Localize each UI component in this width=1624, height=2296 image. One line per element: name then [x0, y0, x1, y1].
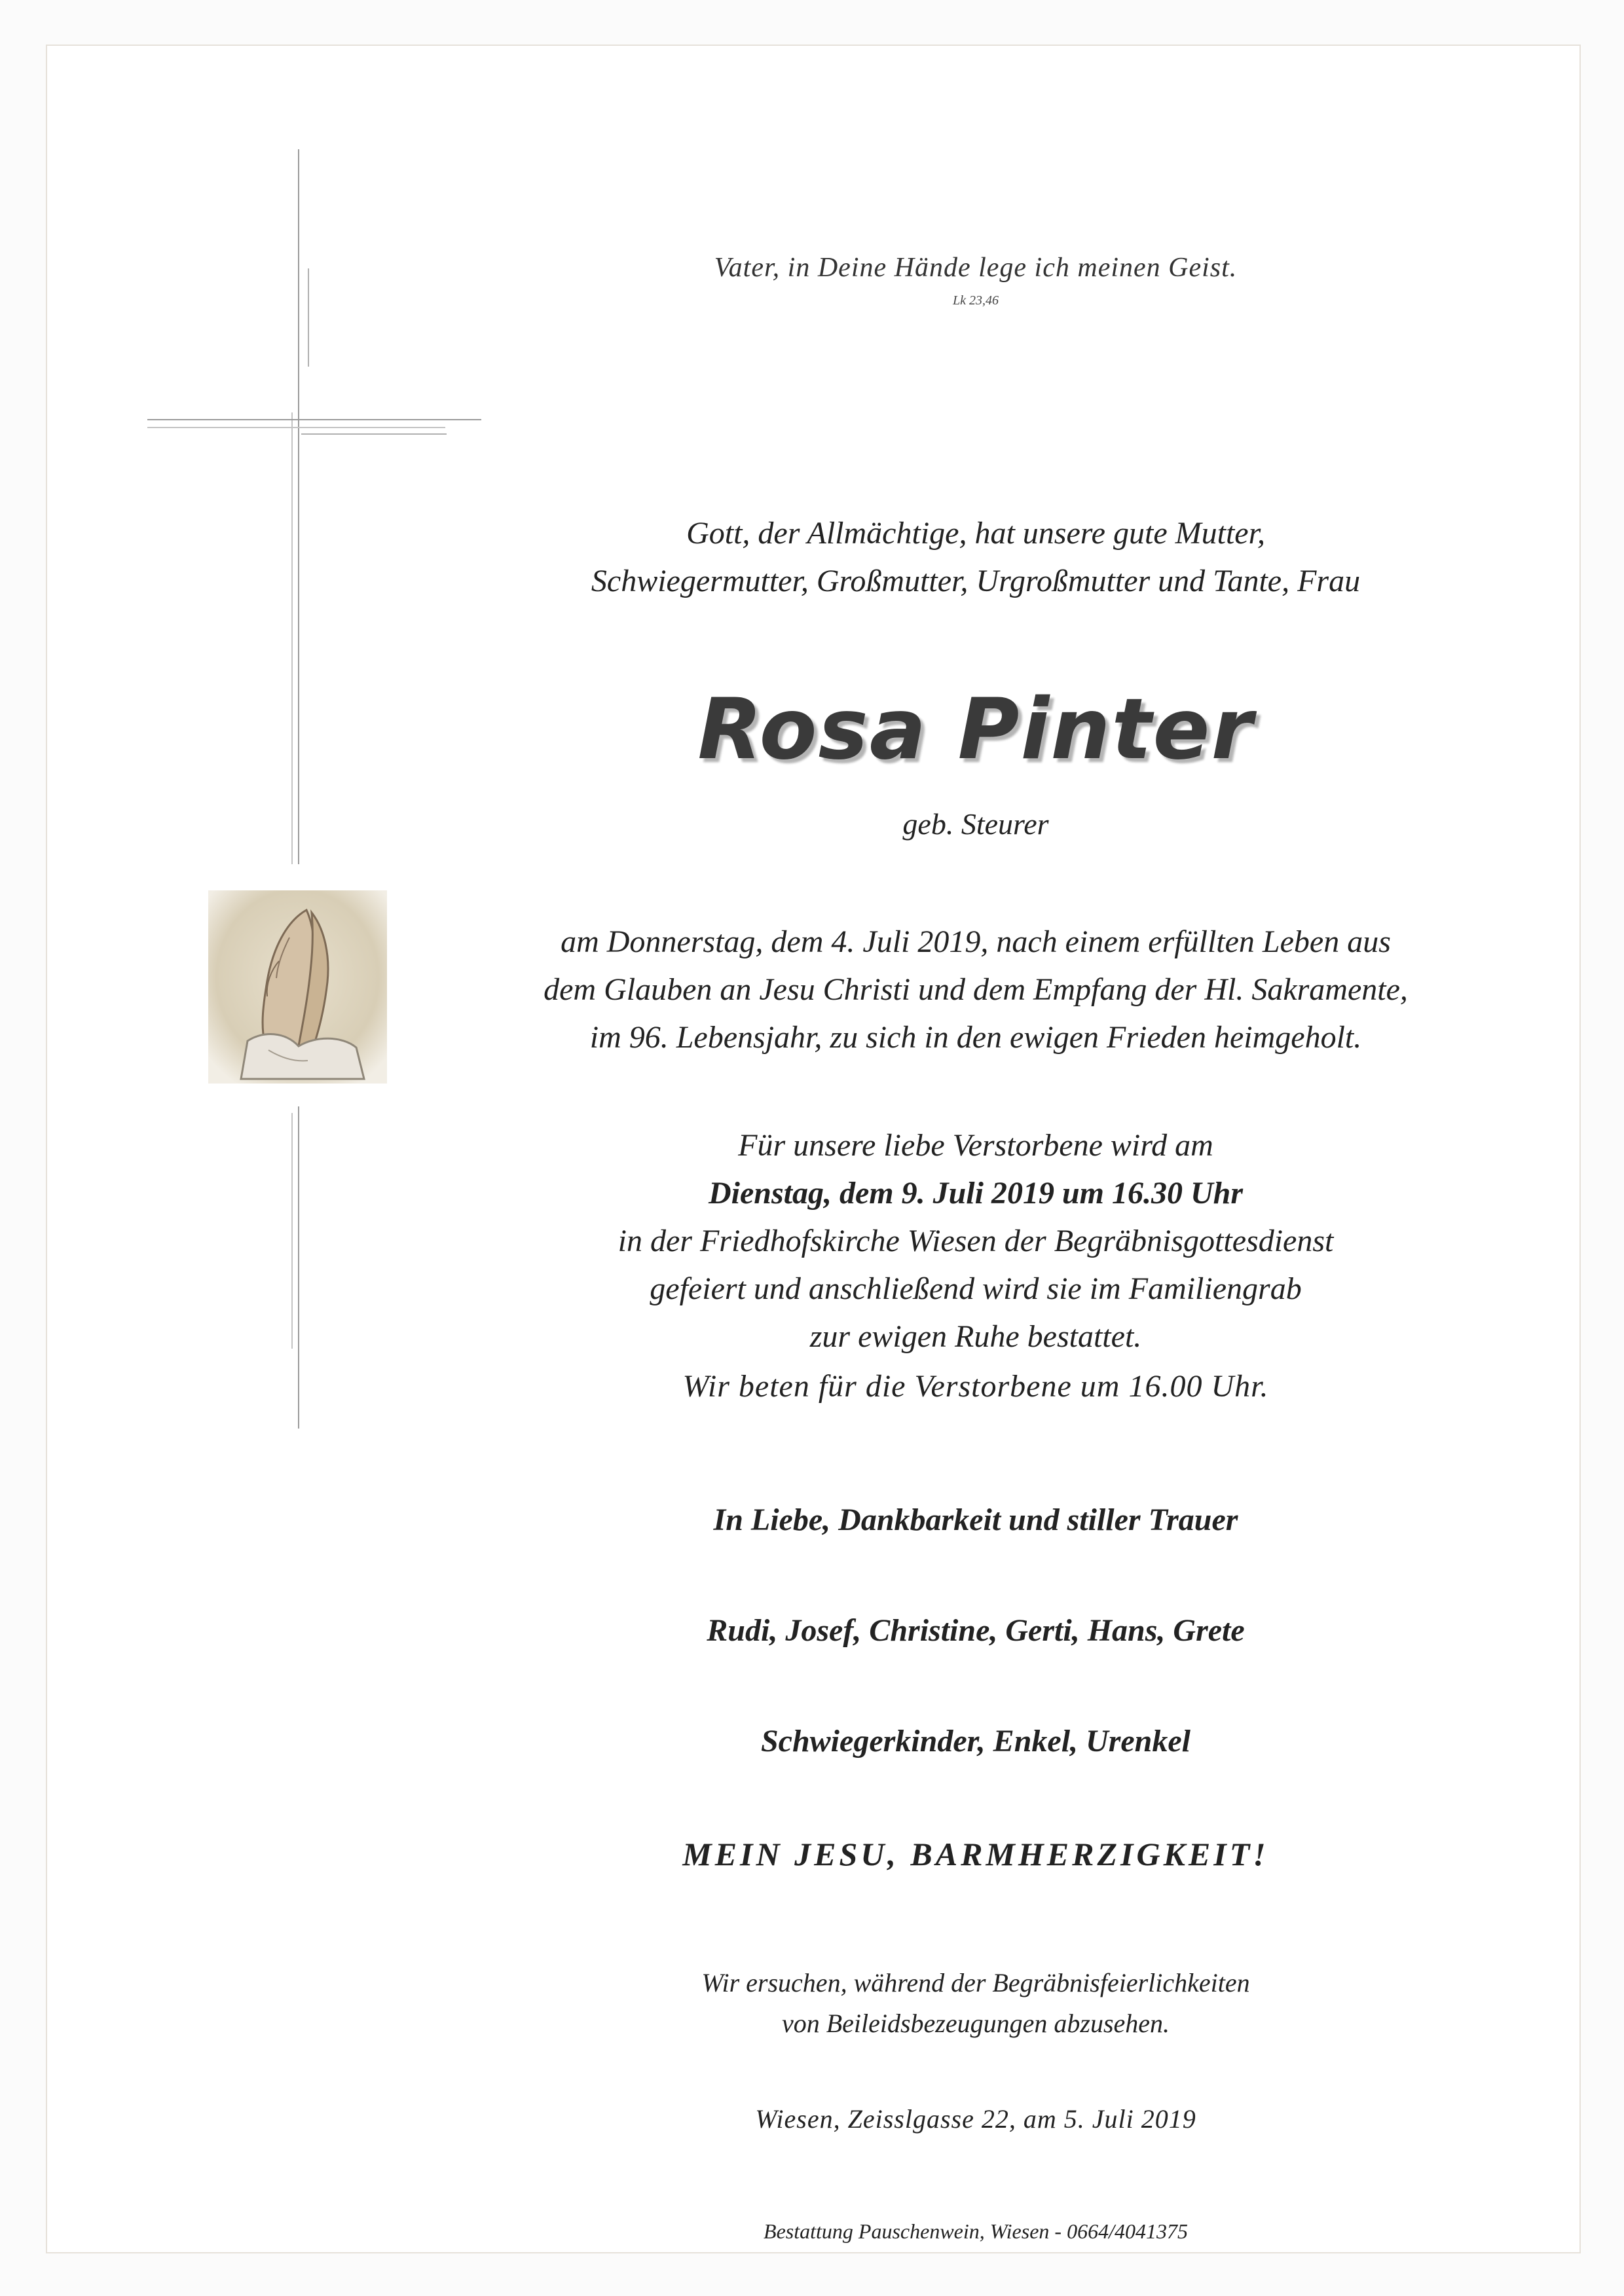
condolence-request	[458, 1963, 1493, 2044]
praying-hands-icon	[208, 890, 387, 1084]
funeral-line: in der Friedhofskirche Wiesen der Begräbnisgottesdienst	[618, 1224, 1334, 1258]
closing-phrase: In Liebe, Dankbarkeit und stiller Trauer	[713, 1503, 1238, 1537]
funeral-line: zur ewigen Ruhe bestattet.	[809, 1319, 1142, 1354]
prayer-notice: Wir beten für die Verstorbene um 16.00 Uhr.	[682, 1369, 1269, 1404]
bible-verse: Vater, in Deine Hände lege ich meinen Geist.	[714, 253, 1238, 283]
deceased-name: Rosa Pinter	[697, 681, 1254, 778]
place-and-date: Wiesen, Zeisslgasse 22, am 5. Juli 2019	[755, 2104, 1196, 2134]
intro-line: Schwiegermutter, Großmutter, Urgroßmutter und Tante, Frau	[591, 564, 1361, 598]
funeral-details	[458, 1121, 1493, 1360]
death-notice-line: dem Glauben an Jesu Christi und dem Empfang der Hl. Sakramente,	[544, 972, 1408, 1007]
funeral-line: gefeiert und anschließend wird sie im Familiengrab	[650, 1271, 1302, 1306]
death-notice-line: am Donnerstag, dem 4. Juli 2019, nach einem erfüllten Leben aus	[561, 924, 1391, 959]
funeral-date-time: Dienstag, dem 9. Juli 2019 um 16.30 Uhr	[708, 1176, 1244, 1211]
religious-motto: MEIN JESU, BARMHERZIGKEIT!	[682, 1836, 1269, 1872]
mourners-children: Rudi, Josef, Christine, Gerti, Hans, Grete	[707, 1613, 1245, 1648]
death-notice	[458, 918, 1493, 1061]
verse-reference: Lk 23,46	[953, 293, 999, 308]
funeral-line: Für unsere liebe Verstorbene wird am	[738, 1128, 1213, 1163]
undertaker-info: Bestattung Pauschenwein, Wiesen - 0664/4041375	[764, 2219, 1188, 2243]
death-notice-line: im 96. Lebensjahr, zu sich in den ewigen Frieden heimgeholt.	[589, 1020, 1362, 1055]
request-line: Wir ersuchen, während der Begräbnisfeierlichkeiten	[701, 1968, 1250, 1997]
mourners-family: Schwiegerkinder, Enkel, Urenkel	[760, 1724, 1191, 1758]
request-line: von Beileidsbezeugungen abzusehen.	[781, 2009, 1170, 2038]
intro-line: Gott, der Allmächtige, hat unsere gute Mutter,	[686, 516, 1265, 551]
birth-name: geb. Steurer	[902, 807, 1049, 841]
intro-text	[458, 509, 1493, 605]
